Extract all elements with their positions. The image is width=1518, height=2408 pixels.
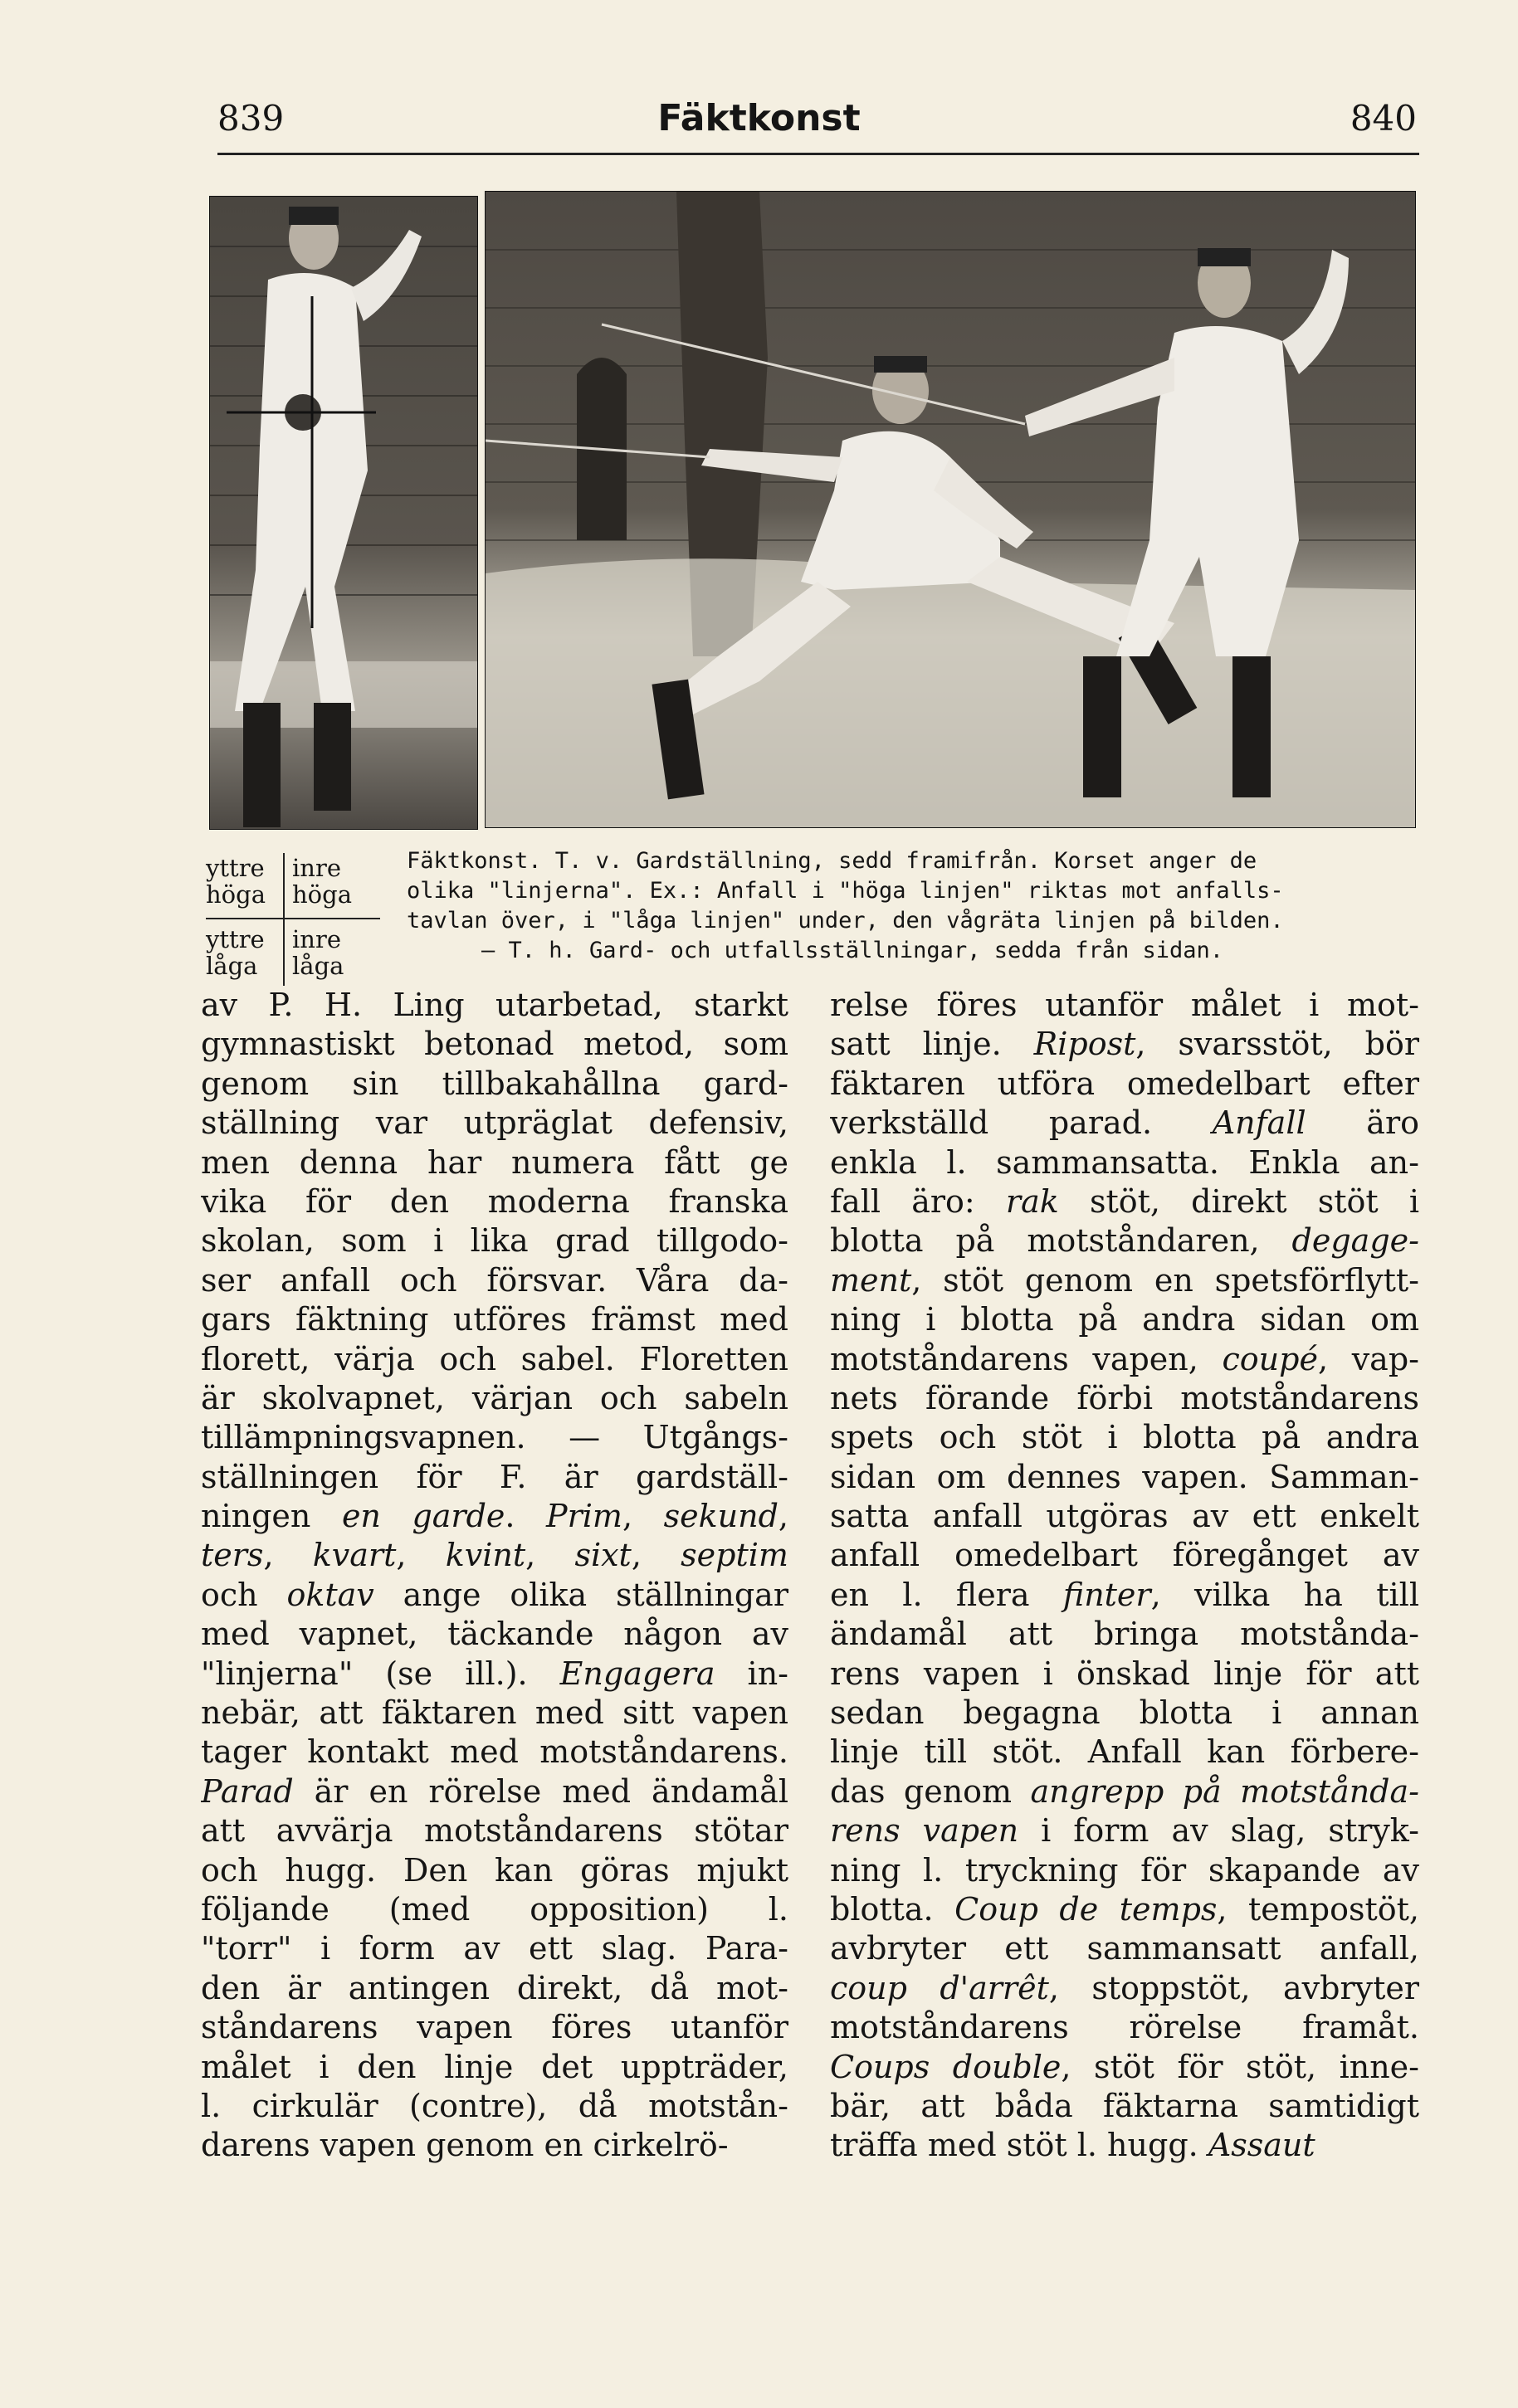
text-line: blotta. Coup de temps, tempostöt, <box>830 1890 1419 1928</box>
caption-line: tavlan över, i "låga linjen" under, den vågräta linjen på bilden. <box>407 908 1284 933</box>
text-line: målet i den linje det uppträder, <box>201 2048 788 2085</box>
fencers-lunge-illustration <box>486 192 1415 827</box>
text-line: Coups double, stöt för stöt, inne- <box>830 2048 1419 2085</box>
running-title: Fäktkonst <box>657 97 861 139</box>
fencer-front-illustration <box>210 197 477 829</box>
text-line: fäktaren utföra omedelbart efter <box>830 1065 1419 1102</box>
text-line: Parad är en rörelse med ändamål <box>201 1772 788 1810</box>
text-line: och hugg. Den kan göras mjukt <box>201 1851 788 1889</box>
text-line: fall äro: rak stöt, direkt stöt i <box>830 1182 1419 1220</box>
grid-label: höga <box>292 880 352 909</box>
text-line: sedan begagna blotta i annan <box>830 1694 1419 1732</box>
text-line: satt linje. Ripost, svarsstöt, bör <box>830 1026 1419 1063</box>
grid-top-left <box>206 855 266 908</box>
caption-line: Fäktkonst. T. v. Gardställning, sedd framifrån. Korset anger de <box>407 848 1257 874</box>
text-line: den är antingen direkt, då mot- <box>201 1969 788 2006</box>
text-line: ståndarens vapen föres utanför <box>201 2009 788 2046</box>
text-line: florett, värja och sabel. Floretten <box>201 1340 788 1377</box>
grid-bottom-left <box>206 926 265 979</box>
text-line: enkla l. sammansatta. Enkla an- <box>830 1143 1419 1181</box>
grid-label: yttre <box>206 925 265 953</box>
lines-grid <box>206 850 380 991</box>
text-line: coup d'arrêt, stoppstöt, avbryter <box>830 1969 1419 2006</box>
text-column-left <box>201 986 788 2166</box>
grid-bottom-right <box>292 926 344 979</box>
text-line: "torr" i form av ett slag. Para- <box>201 1930 788 1967</box>
text-line: och oktav ange olika ställningar <box>201 1576 788 1613</box>
text-line: följande (med opposition) l. <box>201 1890 788 1928</box>
grid-label: inre <box>292 854 341 882</box>
page-number-left: 839 <box>217 98 285 139</box>
caption-line: — T. h. Gard- och utfallsställningar, sedda från sidan. <box>481 938 1224 963</box>
text-line: tager kontakt med motståndarens. <box>201 1733 788 1771</box>
text-line: verkställd parad. Anfall äro <box>830 1104 1419 1142</box>
text-line: ändamål att bringa motstånda- <box>830 1616 1419 1653</box>
text-line: ställningen för F. är gardställ- <box>201 1458 788 1495</box>
text-line: av P. H. Ling utarbetad, starkt <box>201 987 788 1023</box>
text-line: sidan om dennes vapen. Samman- <box>830 1458 1419 1495</box>
text-line: att avvärja motståndarens stötar <box>201 1812 788 1850</box>
text-line: blotta på motståndaren, degage- <box>830 1222 1419 1260</box>
text-line: bär, att båda fäktarna samtidigt <box>830 2087 1419 2124</box>
text-line: med vapnet, täckande någon av <box>201 1616 788 1653</box>
text-line: vika för den moderna franska <box>201 1182 788 1220</box>
text-line: ningen en garde. Prim, sekund, <box>201 1498 788 1535</box>
text-line: satta anfall utgöras av ett enkelt <box>830 1498 1419 1535</box>
page-number-right: 840 <box>1350 98 1417 139</box>
text-line: avbryter ett sammansatt anfall, <box>830 1930 1419 1967</box>
grid-vertical-rule <box>283 853 285 986</box>
text-line: motståndarens vapen, coupé, vap- <box>830 1340 1419 1377</box>
text-line: linje till stöt. Anfall kan förbere- <box>830 1733 1419 1771</box>
text-line: motståndarens rörelse framåt. <box>830 2009 1419 2046</box>
text-line: spets och stöt i blotta på andra <box>830 1419 1419 1456</box>
text-column-right <box>830 986 1419 2166</box>
text-line: ters, kvart, kvint, sixt, septim <box>201 1537 788 1574</box>
text-line: "linjerna" (se ill.). Engagera in- <box>201 1655 788 1692</box>
text-line: men denna har numera fått ge <box>201 1143 788 1181</box>
photo-fencers-lunge <box>485 191 1416 828</box>
text-line: ning i blotta på andra sidan om <box>830 1301 1419 1338</box>
grid-label: låga <box>292 952 344 980</box>
text-line: anfall omedelbart föregånget av <box>830 1537 1419 1574</box>
text-line: tillämpningsvapnen. — Utgångs- <box>201 1419 788 1456</box>
text-line: das genom angrepp på motstånda- <box>830 1772 1419 1810</box>
text-line: l. cirkulär (contre), då motstån- <box>201 2087 788 2124</box>
grid-horizontal-rule <box>206 918 380 919</box>
text-line: gars fäktning utföres främst med <box>201 1301 788 1338</box>
text-line: skolan, som i lika grad tillgodo- <box>201 1222 788 1260</box>
text-line: rens vapen i önskad linje för att <box>830 1655 1419 1692</box>
text-line: nets förande förbi motståndarens <box>830 1379 1419 1416</box>
grid-label: inre <box>292 925 341 953</box>
text-line: relse föres utanför målet i mot- <box>830 987 1419 1023</box>
text-line: rens vapen i form av slag, stryk- <box>830 1812 1419 1850</box>
grid-label: låga <box>206 952 258 980</box>
text-line: ning l. tryckning för skapande av <box>830 1851 1419 1889</box>
text-line: gymnastiskt betonad metod, som <box>201 1026 788 1063</box>
text-line: träffa med stöt l. hugg. Assaut <box>830 2127 1315 2164</box>
figure-caption <box>407 846 1429 966</box>
text-line: nebär, att fäktaren med sitt vapen <box>201 1694 788 1732</box>
grid-top-right <box>292 855 352 908</box>
grid-label: höga <box>206 880 266 909</box>
text-line: är skolvapnet, värjan och sabeln <box>201 1379 788 1416</box>
text-line: en l. flera finter, vilka ha till <box>830 1576 1419 1613</box>
text-line: ställning var utpräglat defensiv, <box>201 1104 788 1142</box>
header-rule <box>217 153 1419 155</box>
grid-label: yttre <box>206 854 265 882</box>
text-line: ment, stöt genom en spetsförflytt- <box>830 1261 1419 1299</box>
photo-fencer-front <box>209 196 478 830</box>
text-line: genom sin tillbakahållna gard- <box>201 1065 788 1102</box>
text-line: ser anfall och försvar. Våra da- <box>201 1261 788 1299</box>
caption-line: olika "linjerna". Ex.: Anfall i "höga linjen" riktas mot anfalls- <box>407 878 1284 904</box>
text-line: darens vapen genom en cirkelrö- <box>201 2127 729 2164</box>
